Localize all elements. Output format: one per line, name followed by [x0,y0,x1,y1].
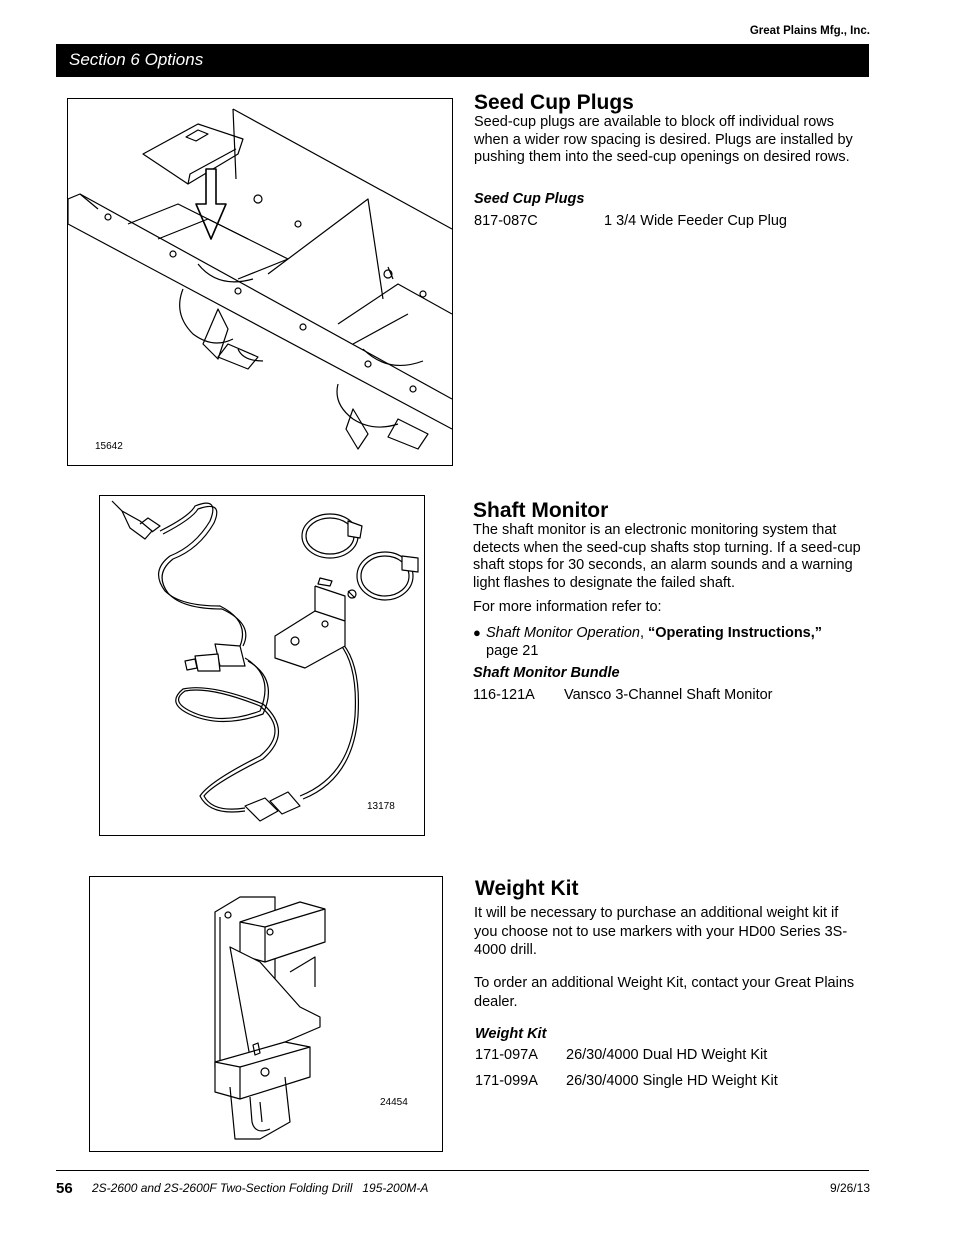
bullet-dot: ● [473,625,481,640]
figure-number: 24454 [380,1097,408,1108]
parts-row [475,1073,865,1091]
seed-cup-plugs-body: Seed-cup plugs are available to block off individual rows when a wider row spacing is desired. Plugs are installed by pushing them into the seed-cup openings on desired rows. [474,114,853,165]
weight-kit-body: It will be necessary to purchase an additional weight kit if you choose not to use markers with your HD00 Series 3S-4000 drill. [474,905,848,958]
document-title: 2S-2600 and 2S-2600F Two-Section Folding Drill 195-200M-A [92,1181,429,1195]
part-description: 26/30/4000 Dual HD Weight Kit [566,1047,768,1063]
bullet-separator: , [639,625,644,641]
company-name: Great Plains Mfg., Inc. [749,25,870,37]
parts-subheading: Shaft Monitor Bundle [473,665,620,681]
part-number: 116-121A [473,687,535,703]
shaft-monitor-illustration [100,496,424,835]
footer-divider [56,1170,869,1171]
section-title: Section 6 Options [69,50,204,69]
shaft-monitor-body: The shaft monitor is an electronic monitoring system that detects when the seed-cup shafts stop turning. If a seed-cup shaft stops for 30 seconds, an alarm sounds and a warning light flashes to designate the failed shaft. [473,522,861,591]
parts-row [473,687,865,705]
part-number: 171-099A [475,1073,538,1089]
weight-kit-illustration [90,877,442,1151]
part-description: 1 3/4 Wide Feeder Cup Plug [604,213,787,229]
part-description: Vansco 3-Channel Shaft Monitor [564,687,773,703]
bullet-page: page 21 [486,642,539,659]
seed-cup-plug-figure [67,98,453,466]
refer-text: For more information refer to: [473,599,662,615]
weight-kit-order-text: To order an additional Weight Kit, contact your Great Plains dealer. [474,975,855,1010]
page-number: 56 [56,1180,73,1197]
part-description: 26/30/4000 Single HD Weight Kit [566,1073,778,1089]
bullet-italic-text: Shaft Monitor Operation [486,625,640,641]
figure-number: 13178 [367,801,395,812]
parts-subheading: Seed Cup Plugs [474,191,585,207]
figure-number: 15642 [95,441,123,452]
document-date: 9/26/13 [829,1181,870,1195]
parts-row [474,213,864,231]
section-header-bar [56,44,869,77]
weight-kit-heading: Weight Kit [475,877,579,900]
part-number: 817-087C [474,213,538,229]
part-number: 171-097A [475,1047,538,1063]
seed-cup-plug-illustration [68,99,452,465]
shaft-monitor-heading: Shaft Monitor [473,499,609,522]
seed-cup-plugs-heading: Seed Cup Plugs [474,91,634,114]
shaft-monitor-figure [99,495,425,836]
bullet-link-text: “Operating Instructions,” [648,625,823,641]
weight-kit-figure [89,876,443,1152]
parts-row [475,1047,865,1065]
parts-subheading: Weight Kit [475,1026,547,1042]
